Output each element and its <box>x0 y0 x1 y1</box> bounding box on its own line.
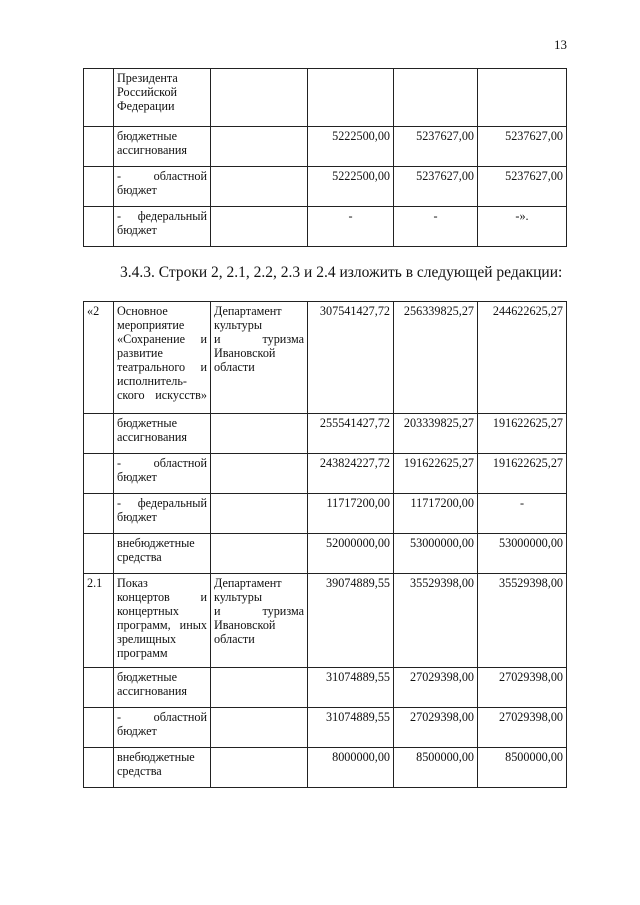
row-number-cell <box>84 494 114 534</box>
executor-cell <box>211 454 308 494</box>
executor-cell <box>211 668 308 708</box>
item-name-line: развитие <box>117 346 163 360</box>
executor-line: Ивановской <box>214 346 276 360</box>
item-name-cell <box>114 494 211 534</box>
amount-cell-v1: 5222500,00 <box>308 127 394 167</box>
amount-cell-v3: 27029398,00 <box>478 708 567 748</box>
table-row <box>84 454 567 494</box>
executor-line: культуры <box>214 590 263 604</box>
item-name-line: «Сохранение и <box>117 332 207 346</box>
item-name-cell <box>114 414 211 454</box>
item-name-line: ского искусств» <box>117 388 207 402</box>
executor-cell <box>211 167 308 207</box>
amount-cell-v1: 52000000,00 <box>308 534 394 574</box>
item-name-line: - областной <box>117 169 207 183</box>
executor-cell <box>211 574 308 668</box>
item-name-cell <box>114 534 211 574</box>
item-name-line: Российской <box>117 85 178 99</box>
item-name-cell <box>114 207 211 247</box>
amount-cell-v2: 5237627,00 <box>394 167 478 207</box>
item-name-cell <box>114 748 211 788</box>
item-name-line: мероприятие <box>117 318 185 332</box>
row-number-cell <box>84 167 114 207</box>
item-name-line: бюджет <box>117 223 157 237</box>
table-row <box>84 668 567 708</box>
budget-table-new-edition <box>83 301 567 788</box>
amount-cell-v1: 11717200,00 <box>308 494 394 534</box>
executor-line: области <box>214 360 255 374</box>
executor-line: культуры <box>214 318 263 332</box>
amount-cell-v2: 203339825,27 <box>394 414 478 454</box>
row-number-cell <box>84 127 114 167</box>
amount-cell-v1: 8000000,00 <box>308 748 394 788</box>
amount-cell-v1: 5222500,00 <box>308 167 394 207</box>
item-name-cell <box>114 708 211 748</box>
amount-cell-v2: 27029398,00 <box>394 708 478 748</box>
item-name-line: театрального и <box>117 360 207 374</box>
amount-cell-v3: 5237627,00 <box>478 167 567 207</box>
amount-cell-v3: - <box>478 494 567 534</box>
table-row <box>84 494 567 534</box>
item-name-line: - областной <box>117 710 207 724</box>
row-number-cell <box>84 207 114 247</box>
amount-cell-v3: 35529398,00 <box>478 574 567 668</box>
executor-line: Департамент <box>214 304 282 318</box>
item-name-line: концертов и <box>117 590 207 604</box>
item-name-cell <box>114 167 211 207</box>
item-name-line: исполнитель- <box>117 374 187 388</box>
amount-cell-v1: 31074889,55 <box>308 668 394 708</box>
amount-cell-v2: 35529398,00 <box>394 574 478 668</box>
amount-cell-v3: 53000000,00 <box>478 534 567 574</box>
amount-cell-v2: 8500000,00 <box>394 748 478 788</box>
table-row <box>84 414 567 454</box>
item-name-cell <box>114 69 211 127</box>
budget-table-continued <box>83 68 567 247</box>
item-name-line: программ, иных <box>117 618 207 632</box>
page-number: 13 <box>554 37 567 52</box>
amount-cell-v1: - <box>308 207 394 247</box>
amount-cell-v3: 191622625,27 <box>478 454 567 494</box>
item-name-line: бюджетные <box>117 416 178 430</box>
executor-cell <box>211 748 308 788</box>
amount-cell-v2: 11717200,00 <box>394 494 478 534</box>
row-number-cell <box>84 454 114 494</box>
executor-cell <box>211 127 308 167</box>
item-name-line: бюджет <box>117 724 157 738</box>
executor-cell <box>211 414 308 454</box>
executor-line: Департамент <box>214 576 282 590</box>
amount-cell-v1: 255541427,72 <box>308 414 394 454</box>
amount-cell-v2: - <box>394 207 478 247</box>
amount-cell-v1: 243824227,72 <box>308 454 394 494</box>
executor-line: области <box>214 632 255 646</box>
table-row <box>84 127 567 167</box>
executor-cell <box>211 207 308 247</box>
item-name-line: средства <box>117 764 162 778</box>
executor-cell <box>211 494 308 534</box>
item-name-line: внебюджетные <box>117 750 195 764</box>
item-name-line: - федеральный <box>117 496 207 510</box>
item-name-line: - федеральный <box>117 209 207 223</box>
row-number-cell <box>84 69 114 127</box>
executor-cell <box>211 69 308 127</box>
item-name-cell <box>114 127 211 167</box>
table-row <box>84 574 567 668</box>
executor-cell <box>211 534 308 574</box>
amount-cell-v2: 256339825,27 <box>394 302 478 414</box>
item-name-line: концертных <box>117 604 179 618</box>
item-name-line: ассигнования <box>117 143 188 157</box>
amount-cell-v3: 27029398,00 <box>478 668 567 708</box>
item-name-line: - областной <box>117 456 207 470</box>
item-name-line: Федерации <box>117 99 175 113</box>
item-name-line: бюджетные <box>117 670 178 684</box>
table-row <box>84 302 567 414</box>
amount-cell-v1: 31074889,55 <box>308 708 394 748</box>
amount-cell-v2: 191622625,27 <box>394 454 478 494</box>
table-row <box>84 167 567 207</box>
table-row <box>84 748 567 788</box>
item-name-cell <box>114 302 211 414</box>
amount-cell-v3: 8500000,00 <box>478 748 567 788</box>
table-row <box>84 708 567 748</box>
row-number-cell <box>84 414 114 454</box>
item-name-line: бюджет <box>117 183 157 197</box>
item-name-line: ассигнования <box>117 430 188 444</box>
item-name-cell <box>114 454 211 494</box>
row-number-cell <box>84 708 114 748</box>
item-name-cell <box>114 574 211 668</box>
table-row <box>84 207 567 247</box>
item-name-line: Основное <box>117 304 168 318</box>
executor-cell <box>211 708 308 748</box>
row-number-cell <box>84 534 114 574</box>
row-number-cell: 2.1 <box>84 574 114 668</box>
item-name-line: внебюджетные <box>117 536 195 550</box>
section-heading: 3.4.3. Строки 2, 2.1, 2.2, 2.3 и 2.4 изложить в следующей редакции: <box>120 264 563 281</box>
row-number-cell: «2 <box>84 302 114 414</box>
amount-cell-v3: 244622625,27 <box>478 302 567 414</box>
executor-line: Ивановской <box>214 618 276 632</box>
amount-cell-v1: 39074889,55 <box>308 574 394 668</box>
row-number-cell <box>84 668 114 708</box>
item-name-line: Показ <box>117 576 148 590</box>
executor-cell <box>211 302 308 414</box>
amount-cell-v1: 307541427,72 <box>308 302 394 414</box>
amount-cell-v1 <box>308 69 394 127</box>
amount-cell-v2: 5237627,00 <box>394 127 478 167</box>
table-row <box>84 534 567 574</box>
amount-cell-v3: 191622625,27 <box>478 414 567 454</box>
amount-cell-v2: 27029398,00 <box>394 668 478 708</box>
table-row <box>84 69 567 127</box>
item-name-line: программ <box>117 646 168 660</box>
item-name-line: Президента <box>117 71 178 85</box>
amount-cell-v3: 5237627,00 <box>478 127 567 167</box>
amount-cell-v3 <box>478 69 567 127</box>
amount-cell-v3: -». <box>478 207 567 247</box>
amount-cell-v2 <box>394 69 478 127</box>
item-name-line: бюджет <box>117 470 157 484</box>
amount-cell-v2: 53000000,00 <box>394 534 478 574</box>
item-name-line: средства <box>117 550 162 564</box>
item-name-cell <box>114 668 211 708</box>
row-number-cell <box>84 748 114 788</box>
item-name-line: бюджетные <box>117 129 178 143</box>
item-name-line: зрелищных <box>117 632 177 646</box>
item-name-line: ассигнования <box>117 684 188 698</box>
executor-line: и туризма <box>214 604 304 618</box>
item-name-line: бюджет <box>117 510 157 524</box>
executor-line: и туризма <box>214 332 304 346</box>
